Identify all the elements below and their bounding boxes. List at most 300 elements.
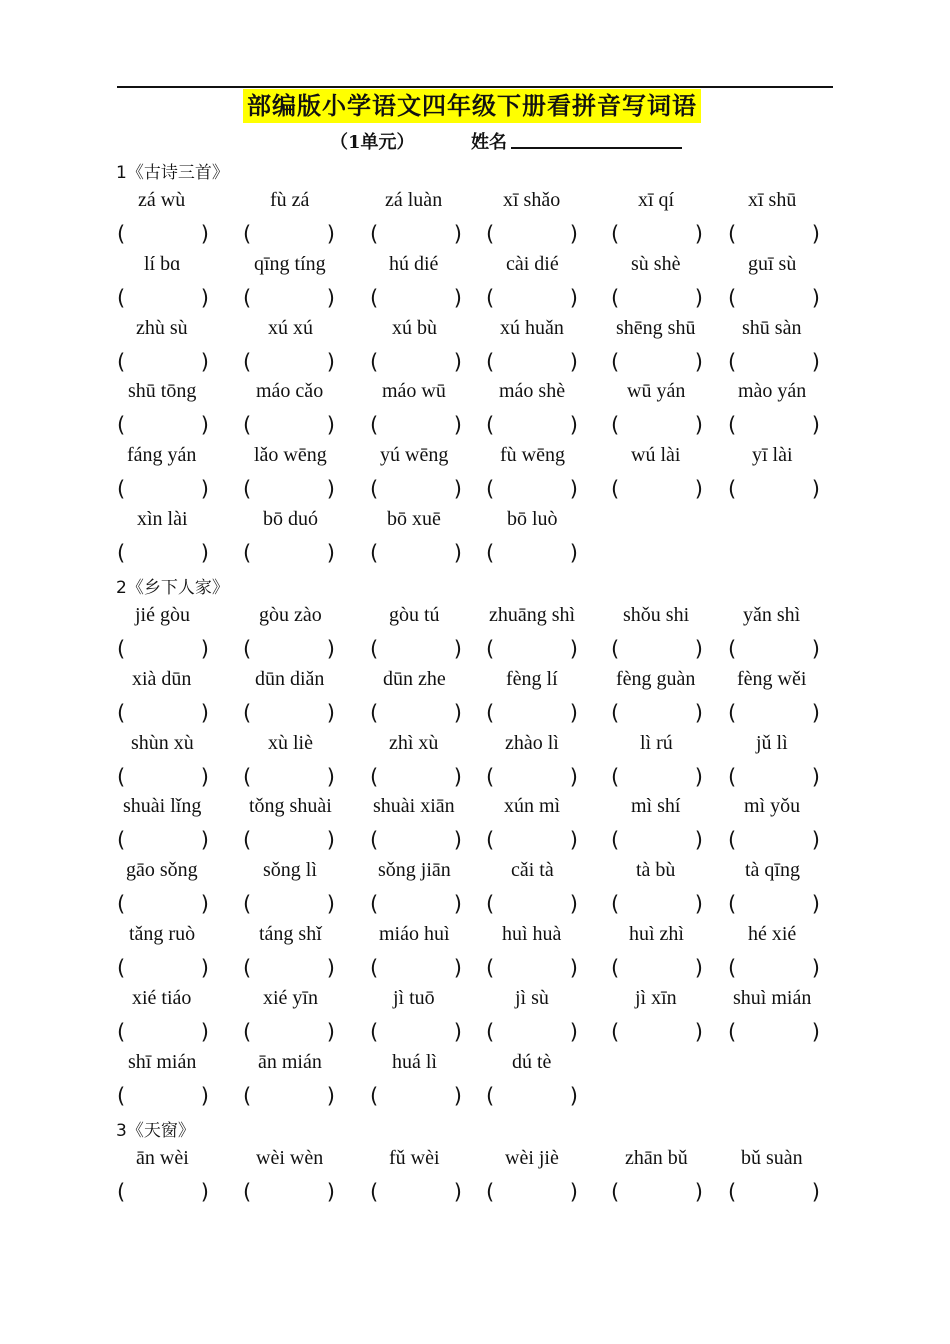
close-paren: ) [811, 1180, 820, 1204]
pinyin-word: mào yán [738, 380, 807, 403]
answer-blank[interactable] [728, 477, 820, 503]
answer-blank[interactable] [611, 828, 703, 854]
close-paren: ) [811, 222, 820, 246]
open-paren: ( [370, 956, 379, 980]
open-paren: ( [486, 700, 495, 725]
pinyin-word: gāo sǒng [126, 859, 198, 882]
open-paren: ( [728, 413, 737, 438]
open-paren: ( [611, 285, 620, 310]
pinyin-word: fù zá [270, 189, 310, 211]
open-paren: ( [117, 413, 126, 438]
close-paren: ) [811, 1019, 820, 1044]
answer-blank[interactable] [370, 286, 462, 312]
pinyin-word: fǔ wèi [389, 1147, 440, 1169]
name-input-line[interactable] [511, 147, 682, 149]
close-paren: ) [569, 285, 578, 310]
close-paren: ) [453, 413, 462, 438]
open-paren: ( [611, 700, 620, 725]
pinyin-word: bǔ suàn [741, 1147, 803, 1169]
close-paren: ) [694, 413, 703, 438]
open-paren: ( [117, 1019, 126, 1044]
answer-blank[interactable] [486, 222, 578, 248]
pinyin-word: cǎi tà [511, 859, 554, 882]
answer-blank[interactable] [117, 892, 209, 918]
answer-blank[interactable] [370, 1084, 462, 1110]
close-paren: ) [569, 892, 578, 917]
answer-blank[interactable] [243, 956, 335, 982]
open-paren: ( [117, 222, 126, 246]
open-paren: ( [117, 637, 126, 661]
close-paren: ) [569, 541, 578, 565]
open-paren: ( [370, 541, 379, 565]
answer-blank[interactable] [243, 701, 335, 727]
open-paren: ( [486, 1180, 495, 1204]
close-paren: ) [694, 285, 703, 310]
answer-blank[interactable] [117, 1084, 209, 1110]
answer-blank[interactable] [117, 1020, 209, 1046]
answer-blank[interactable] [728, 892, 820, 918]
answer-blank[interactable] [611, 1180, 703, 1206]
open-paren: ( [370, 700, 379, 725]
open-paren: ( [243, 541, 252, 565]
pinyin-word: zhān bǔ [625, 1147, 688, 1169]
open-paren: ( [728, 477, 737, 502]
pinyin-word: wú lài [631, 444, 681, 467]
pinyin-word: xī qí [638, 189, 675, 211]
pinyin-word: zhì xù [389, 731, 439, 754]
page-title: 部编版小学语文四年级下册看拼音写词语 [243, 89, 701, 123]
pinyin-word: sǒng jiān [378, 859, 451, 882]
open-paren: ( [370, 1180, 379, 1204]
answer-blank[interactable] [370, 413, 462, 439]
pinyin-word: shǒu shi [623, 604, 690, 626]
answer-blank[interactable] [728, 1020, 820, 1046]
answer-blank[interactable] [243, 892, 335, 918]
close-paren: ) [694, 477, 703, 502]
close-paren: ) [326, 285, 335, 310]
open-paren: ( [243, 222, 252, 246]
answer-blank[interactable] [728, 222, 820, 248]
answer-blank[interactable] [117, 477, 209, 503]
close-paren: ) [200, 637, 209, 661]
pinyin-word: lí bɑ [144, 252, 181, 275]
pinyin-word: shū sàn [742, 316, 802, 339]
close-paren: ) [200, 1019, 209, 1044]
close-paren: ) [694, 1019, 703, 1044]
answer-blank[interactable] [117, 637, 209, 663]
pinyin-word: xún mì [504, 795, 561, 818]
open-paren: ( [370, 892, 379, 917]
pinyin-word: shēng shū [616, 316, 696, 339]
answer-blank[interactable] [486, 701, 578, 727]
answer-blank[interactable] [117, 828, 209, 854]
close-paren: ) [694, 764, 703, 789]
open-paren: ( [117, 285, 126, 310]
pinyin-word: dú tè [512, 1050, 552, 1073]
answer-blank[interactable] [486, 956, 578, 982]
pinyin-word: yī lài [752, 444, 793, 467]
pinyin-word: fáng yán [127, 444, 197, 467]
answer-blank[interactable] [611, 222, 703, 248]
pinyin-word: xī shǎo [503, 189, 561, 211]
answer-blank[interactable] [117, 286, 209, 312]
close-paren: ) [453, 1083, 462, 1108]
answer-blank[interactable] [117, 413, 209, 439]
pinyin-word: ān mián [258, 1050, 322, 1073]
open-paren: ( [611, 956, 620, 980]
close-paren: ) [811, 285, 820, 310]
close-paren: ) [453, 477, 462, 502]
pinyin-word: shuài xiān [373, 795, 455, 818]
open-paren: ( [486, 477, 495, 502]
open-paren: ( [486, 637, 495, 661]
answer-blank[interactable] [370, 1180, 462, 1206]
pinyin-word: tǎng ruò [129, 923, 196, 945]
close-paren: ) [200, 541, 209, 565]
pinyin-word: xià dūn [132, 667, 192, 690]
answer-blank[interactable] [728, 956, 820, 982]
answer-blank[interactable] [243, 222, 335, 248]
open-paren: ( [117, 700, 126, 725]
pinyin-word: shuài lǐng [123, 795, 202, 818]
close-paren: ) [694, 892, 703, 917]
answer-blank[interactable] [243, 1180, 335, 1206]
answer-blank[interactable] [486, 1084, 578, 1110]
answer-blank[interactable] [117, 1180, 209, 1206]
answer-blank[interactable] [243, 828, 335, 854]
open-paren: ( [117, 956, 126, 980]
answer-blank[interactable] [370, 765, 462, 791]
close-paren: ) [569, 764, 578, 789]
open-paren: ( [370, 828, 379, 853]
pinyin-word: lǎo wēng [254, 444, 327, 467]
open-paren: ( [243, 892, 252, 917]
pinyin-word: fèng guàn [616, 667, 696, 690]
pinyin-word: sǒng lì [263, 859, 317, 882]
open-paren: ( [486, 413, 495, 438]
pinyin-word: xú xú [268, 316, 313, 339]
pinyin-word: fèng wěi [737, 667, 807, 690]
open-paren: ( [370, 1019, 379, 1044]
close-paren: ) [453, 637, 462, 661]
answer-blank[interactable] [486, 1180, 578, 1206]
open-paren: ( [486, 349, 495, 374]
answer-blank[interactable] [243, 541, 335, 567]
pinyin-word: bō luò [507, 508, 558, 530]
answer-blank[interactable] [243, 1084, 335, 1110]
pinyin-word: zhuāng shì [489, 604, 576, 626]
close-paren: ) [569, 956, 578, 980]
close-paren: ) [811, 413, 820, 438]
answer-blank[interactable] [611, 956, 703, 982]
pinyin-word: dūn diǎn [255, 667, 325, 690]
open-paren: ( [243, 477, 252, 502]
section-title: 3《天窗》 [116, 1121, 195, 1141]
open-paren: ( [486, 1083, 495, 1108]
close-paren: ) [200, 1083, 209, 1108]
close-paren: ) [453, 349, 462, 374]
pinyin-word: tà bù [636, 859, 676, 882]
close-paren: ) [326, 1083, 335, 1108]
open-paren: ( [728, 700, 737, 725]
pinyin-word: wū yán [627, 380, 686, 403]
open-paren: ( [728, 1019, 737, 1044]
answer-blank[interactable] [370, 956, 462, 982]
pinyin-word: jǔ lì [756, 731, 788, 754]
close-paren: ) [811, 892, 820, 917]
open-paren: ( [486, 285, 495, 310]
pinyin-word: yǎn shì [743, 604, 801, 626]
answer-blank[interactable] [117, 350, 209, 376]
close-paren: ) [326, 541, 335, 565]
open-paren: ( [486, 764, 495, 789]
pinyin-word: xìn lài [137, 508, 188, 530]
close-paren: ) [326, 349, 335, 374]
open-paren: ( [370, 349, 379, 374]
open-paren: ( [370, 222, 379, 246]
answer-blank[interactable] [728, 637, 820, 663]
open-paren: ( [611, 892, 620, 917]
pinyin-word: miáo huì [379, 923, 450, 945]
name-label: 姓名 [471, 132, 507, 153]
answer-blank[interactable] [370, 828, 462, 854]
answer-blank[interactable] [486, 477, 578, 503]
open-paren: ( [486, 541, 495, 565]
answer-blank[interactable] [370, 350, 462, 376]
pinyin-word: lì rú [640, 731, 673, 754]
close-paren: ) [200, 222, 209, 246]
close-paren: ) [694, 349, 703, 374]
close-paren: ) [453, 1019, 462, 1044]
pinyin-word: wèi wèn [256, 1147, 324, 1169]
answer-blank[interactable] [370, 701, 462, 727]
pinyin-word: gòu tú [389, 604, 440, 626]
answer-blank[interactable] [611, 1020, 703, 1046]
answer-blank[interactable] [486, 350, 578, 376]
answer-blank[interactable] [728, 701, 820, 727]
answer-blank[interactable] [728, 413, 820, 439]
close-paren: ) [453, 1180, 462, 1204]
close-paren: ) [326, 413, 335, 438]
answer-blank[interactable] [370, 222, 462, 248]
open-paren: ( [728, 828, 737, 853]
section-title: 2《乡下人家》 [116, 578, 229, 598]
answer-blank[interactable] [486, 413, 578, 439]
close-paren: ) [694, 956, 703, 980]
open-paren: ( [117, 1083, 126, 1108]
close-paren: ) [569, 700, 578, 725]
pinyin-word: zá luàn [385, 189, 443, 211]
answer-blank[interactable] [611, 637, 703, 663]
close-paren: ) [200, 764, 209, 789]
answer-blank[interactable] [611, 701, 703, 727]
open-paren: ( [370, 285, 379, 310]
close-paren: ) [326, 477, 335, 502]
pinyin-word: huá lì [392, 1050, 437, 1073]
answer-blank[interactable] [370, 477, 462, 503]
pinyin-word: guī sù [748, 252, 797, 275]
answer-blank[interactable] [243, 1020, 335, 1046]
close-paren: ) [326, 892, 335, 917]
pinyin-word: bō xuē [387, 508, 441, 530]
close-paren: ) [694, 700, 703, 725]
open-paren: ( [611, 413, 620, 438]
pinyin-word: fù wēng [500, 444, 565, 467]
answer-blank[interactable] [728, 286, 820, 312]
section-title: 1《古诗三首》 [116, 163, 229, 183]
open-paren: ( [728, 285, 737, 310]
close-paren: ) [453, 541, 462, 565]
pinyin-word: xié tiáo [132, 986, 192, 1009]
close-paren: ) [453, 828, 462, 853]
close-paren: ) [453, 956, 462, 980]
close-paren: ) [811, 956, 820, 980]
close-paren: ) [569, 1083, 578, 1108]
pinyin-word: xié yīn [263, 986, 318, 1009]
close-paren: ) [811, 828, 820, 853]
open-paren: ( [117, 477, 126, 502]
open-paren: ( [243, 413, 252, 438]
open-paren: ( [370, 413, 379, 438]
close-paren: ) [453, 892, 462, 917]
pinyin-word: jì xīn [635, 986, 677, 1009]
answer-blank[interactable] [117, 701, 209, 727]
pinyin-word: táng shǐ [259, 923, 322, 945]
answer-blank[interactable] [611, 477, 703, 503]
close-paren: ) [811, 477, 820, 502]
pinyin-word: dūn zhe [383, 667, 446, 690]
answer-blank[interactable] [611, 350, 703, 376]
close-paren: ) [453, 764, 462, 789]
pinyin-word: qīng tíng [254, 252, 326, 275]
close-paren: ) [694, 828, 703, 853]
answer-blank[interactable] [243, 477, 335, 503]
close-paren: ) [569, 222, 578, 246]
pinyin-word: jì tuō [393, 986, 435, 1009]
pinyin-word: zhù sù [136, 316, 188, 339]
pinyin-word: máo shè [499, 380, 566, 403]
open-paren: ( [117, 892, 126, 917]
pinyin-word: gòu zào [259, 604, 322, 626]
answer-blank[interactable] [370, 637, 462, 663]
pinyin-word: jì sù [515, 986, 549, 1009]
pinyin-word: máo wū [382, 380, 446, 403]
pinyin-word: tǒng shuài [249, 795, 332, 818]
close-paren: ) [326, 764, 335, 789]
answer-blank[interactable] [243, 765, 335, 791]
close-paren: ) [200, 285, 209, 310]
close-paren: ) [326, 637, 335, 661]
open-paren: ( [117, 764, 126, 789]
answer-blank[interactable] [486, 1020, 578, 1046]
unit-label: （1单元） [330, 132, 415, 153]
answer-blank[interactable] [486, 541, 578, 567]
pinyin-word: cài dié [506, 252, 559, 275]
close-paren: ) [569, 1180, 578, 1204]
open-paren: ( [611, 222, 620, 246]
close-paren: ) [811, 637, 820, 661]
open-paren: ( [243, 956, 252, 980]
answer-blank[interactable] [243, 413, 335, 439]
open-paren: ( [486, 222, 495, 246]
answer-blank[interactable] [243, 350, 335, 376]
close-paren: ) [569, 413, 578, 438]
answer-blank[interactable] [611, 286, 703, 312]
answer-blank[interactable] [117, 541, 209, 567]
close-paren: ) [569, 477, 578, 502]
pinyin-word: shū tōng [128, 380, 197, 403]
answer-blank[interactable] [486, 828, 578, 854]
answer-blank[interactable] [370, 541, 462, 567]
open-paren: ( [486, 956, 495, 980]
open-paren: ( [611, 349, 620, 374]
pinyin-word: fèng lí [506, 667, 558, 690]
open-paren: ( [486, 828, 495, 853]
pinyin-word: xī shū [748, 189, 797, 211]
answer-blank[interactable] [728, 350, 820, 376]
close-paren: ) [326, 828, 335, 853]
open-paren: ( [243, 285, 252, 310]
open-paren: ( [486, 1019, 495, 1044]
close-paren: ) [811, 764, 820, 789]
answer-blank[interactable] [117, 765, 209, 791]
answer-blank[interactable] [611, 765, 703, 791]
answer-blank[interactable] [728, 828, 820, 854]
answer-blank[interactable] [243, 637, 335, 663]
close-paren: ) [694, 1180, 703, 1204]
close-paren: ) [811, 700, 820, 725]
open-paren: ( [370, 637, 379, 661]
answer-blank[interactable] [370, 892, 462, 918]
answer-blank[interactable] [728, 1180, 820, 1206]
close-paren: ) [200, 892, 209, 917]
answer-blank[interactable] [611, 892, 703, 918]
answer-blank[interactable] [117, 222, 209, 248]
pinyin-word: xú huǎn [500, 316, 564, 339]
open-paren: ( [611, 764, 620, 789]
answer-blank[interactable] [117, 956, 209, 982]
pinyin-word: zá wù [138, 189, 186, 211]
close-paren: ) [200, 477, 209, 502]
close-paren: ) [694, 222, 703, 246]
answer-blank[interactable] [486, 637, 578, 663]
close-paren: ) [200, 1180, 209, 1204]
open-paren: ( [370, 477, 379, 502]
open-paren: ( [117, 1180, 126, 1204]
open-paren: ( [243, 1019, 252, 1044]
answer-blank[interactable] [486, 765, 578, 791]
open-paren: ( [370, 764, 379, 789]
close-paren: ) [326, 1019, 335, 1044]
answer-blank[interactable] [728, 765, 820, 791]
close-paren: ) [200, 349, 209, 374]
pinyin-word: bō duó [263, 508, 318, 530]
answer-blank[interactable] [611, 413, 703, 439]
close-paren: ) [569, 637, 578, 661]
answer-blank[interactable] [486, 892, 578, 918]
pinyin-word: xù liè [268, 731, 313, 754]
answer-blank[interactable] [486, 286, 578, 312]
answer-blank[interactable] [243, 286, 335, 312]
pinyin-word: yú wēng [380, 444, 449, 467]
pinyin-word: huì huà [502, 923, 562, 945]
close-paren: ) [569, 1019, 578, 1044]
top-rule [117, 86, 833, 88]
open-paren: ( [243, 1180, 252, 1204]
open-paren: ( [728, 222, 737, 246]
answer-blank[interactable] [370, 1020, 462, 1046]
close-paren: ) [453, 222, 462, 246]
